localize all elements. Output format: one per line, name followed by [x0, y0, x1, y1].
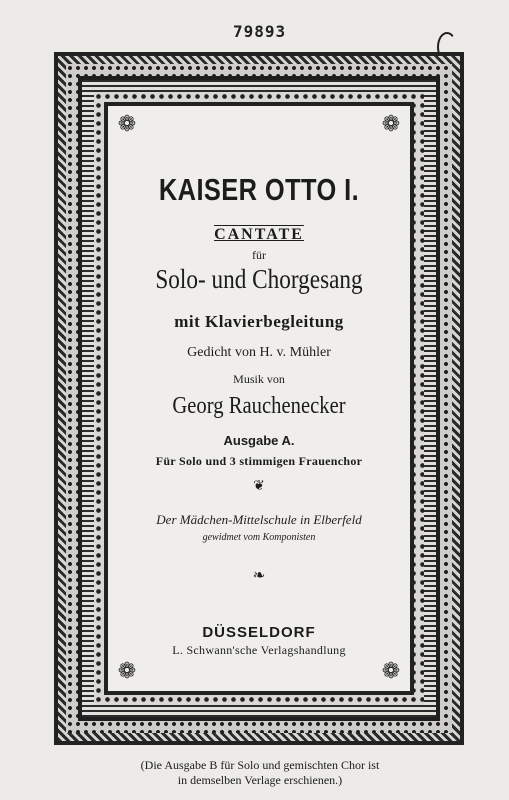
publisher: L. Schwann'sche Verlagshandlung [172, 643, 346, 657]
dedicated-by: gewidmet vom Komponisten [202, 532, 316, 543]
music-by-label: Musik von [233, 372, 285, 386]
genre: CANTATE [214, 226, 304, 243]
accompaniment: mit Klavierbegleitung [174, 312, 344, 331]
fleuron-icon: ❧ [252, 566, 266, 584]
publication-city: DÜSSELDORF [202, 624, 316, 641]
work-title: KAISER OTTO I. [158, 172, 360, 207]
footnote-line: (Die Ausgabe B für Solo und gemischten Chor ist [140, 758, 380, 772]
scoring-main: Solo- und Chorgesang [155, 264, 363, 294]
shelfmark-number: 79893 [233, 22, 287, 41]
corner-ornament-icon: ❁ [117, 112, 137, 137]
composer-name: Georg Rauchenecker [172, 393, 346, 419]
poem-credit: Gedicht von H. v. Mühler [187, 345, 331, 360]
corner-ornament-icon: ❁ [381, 659, 401, 684]
edition: Ausgabe A. [223, 433, 295, 448]
footnote-line: in demselben Verlage erschienen.) [177, 773, 343, 787]
corner-ornament-icon: ❁ [117, 659, 137, 684]
fleuron-icon: ❦ [253, 478, 265, 494]
for-word: für [252, 248, 266, 262]
dedication: Der Mädchen-Mittelschule in Elberfeld [156, 512, 362, 527]
corner-ornament-icon: ❁ [381, 112, 401, 137]
footnote [60, 758, 460, 788]
shelfmark [215, 18, 305, 40]
edition-scoring: Für Solo und 3 stimmigen Frauenchor [155, 454, 363, 468]
